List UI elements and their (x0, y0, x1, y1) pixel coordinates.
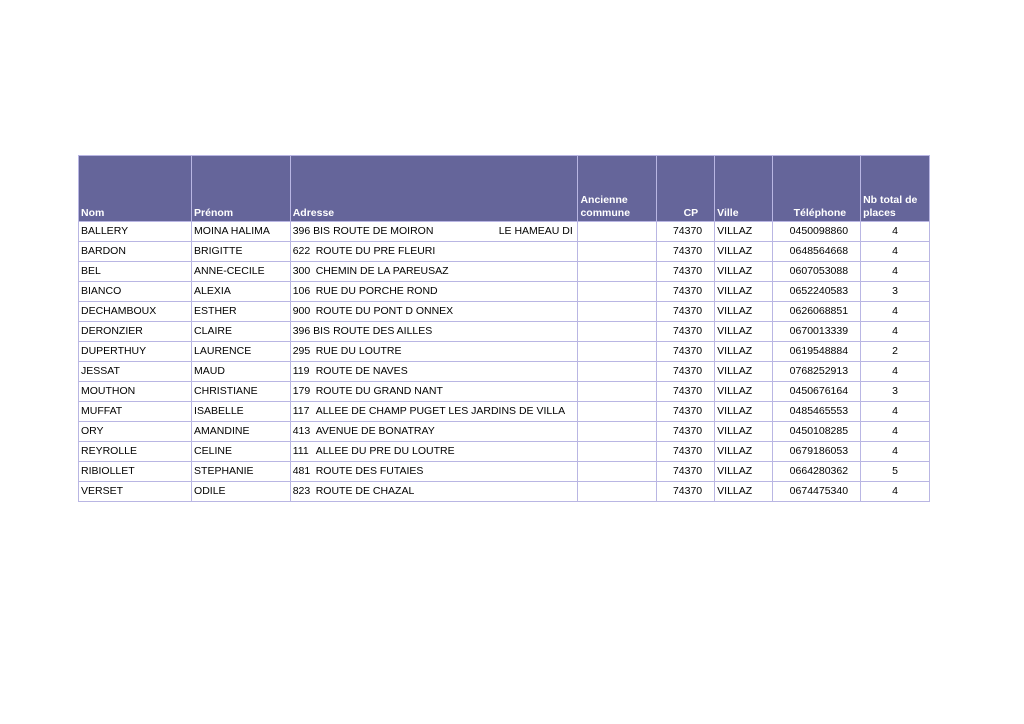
address-number: 111 (292, 445, 309, 457)
cell-adresse (290, 342, 578, 362)
address-street: AVENUE DE BONATRAY (315, 425, 435, 437)
cell-cp: 74370 (656, 262, 715, 282)
cell-ancienne-commune (578, 342, 656, 362)
cell-prenom: STEPHANIE (192, 462, 291, 482)
table-row (79, 482, 930, 502)
cell-nb-places: 4 (861, 302, 930, 322)
cell-adresse (290, 222, 578, 242)
cell-ancienne-commune (578, 282, 656, 302)
address-number: 179 (292, 385, 311, 397)
cell-nb-places: 4 (861, 442, 930, 462)
address-number: 481 (292, 465, 311, 477)
address-number: 900 (292, 305, 311, 317)
cell-nb-places: 4 (861, 222, 930, 242)
cell-telephone: 0648564668 (772, 242, 860, 262)
cell-cp: 74370 (656, 382, 715, 402)
address-street: CHEMIN DE LA PAREUSAZ (315, 265, 449, 277)
address-street: ROUTE DU GRAND NANT (315, 385, 443, 397)
cell-nom: DUPERTHUY (79, 342, 192, 362)
cell-adresse (290, 462, 578, 482)
cell-nom: REYROLLE (79, 442, 192, 462)
cell-nom: ORY (79, 422, 192, 442)
cell-adresse (290, 282, 578, 302)
table-row (79, 262, 930, 282)
cell-telephone: 0652240583 (772, 282, 860, 302)
cell-ville: VILLAZ (715, 262, 773, 282)
address-number: 396 BIS (292, 325, 331, 337)
cell-prenom: BRIGITTE (192, 242, 291, 262)
cell-nom: BARDON (79, 242, 192, 262)
cell-cp: 74370 (656, 342, 715, 362)
cell-cp: 74370 (656, 462, 715, 482)
cell-ancienne-commune (578, 222, 656, 242)
cell-adresse (290, 362, 578, 382)
table-row (79, 402, 930, 422)
cell-nom: BALLERY (79, 222, 192, 242)
cell-ancienne-commune (578, 422, 656, 442)
address-street: ROUTE DU PRE FLEURI (315, 245, 436, 257)
cell-telephone: 0619548884 (772, 342, 860, 362)
cell-ville: VILLAZ (715, 242, 773, 262)
address-number: 295 (292, 345, 311, 357)
header-row (79, 156, 930, 222)
cell-nb-places: 3 (861, 282, 930, 302)
cell-ville: VILLAZ (715, 222, 773, 242)
address-number: 622 (292, 245, 311, 257)
cell-cp: 74370 (656, 482, 715, 502)
cell-prenom: ISABELLE (192, 402, 291, 422)
cell-cp: 74370 (656, 222, 715, 242)
header-adresse: Adresse (290, 156, 578, 222)
address-number: 413 (292, 425, 311, 437)
cell-ville: VILLAZ (715, 462, 773, 482)
cell-ancienne-commune (578, 402, 656, 422)
table-row (79, 462, 930, 482)
cell-nb-places: 4 (861, 402, 930, 422)
address-number: 396 BIS (292, 225, 331, 237)
address-street: ROUTE DES AILLES (333, 325, 433, 337)
header-ancienne-commune: Ancienne commune (578, 156, 656, 222)
cell-nom: DERONZIER (79, 322, 192, 342)
cell-telephone: 0450108285 (772, 422, 860, 442)
cell-prenom: AMANDINE (192, 422, 291, 442)
cell-telephone: 0664280362 (772, 462, 860, 482)
address-street: ROUTE DU PONT D ONNEX (315, 305, 454, 317)
cell-ville: VILLAZ (715, 342, 773, 362)
cell-nb-places: 4 (861, 362, 930, 382)
cell-prenom: ANNE-CECILE (192, 262, 291, 282)
cell-nom: JESSAT (79, 362, 192, 382)
cell-telephone: 0450676164 (772, 382, 860, 402)
cell-ville: VILLAZ (715, 302, 773, 322)
cell-ancienne-commune (578, 382, 656, 402)
cell-prenom: MOINA HALIMA (192, 222, 291, 242)
cell-nb-places: 4 (861, 422, 930, 442)
cell-cp: 74370 (656, 242, 715, 262)
cell-nom: BIANCO (79, 282, 192, 302)
table-row (79, 422, 930, 442)
cell-nom: DECHAMBOUX (79, 302, 192, 322)
address-street: ROUTE DE CHAZAL (315, 485, 415, 497)
address-street: RUE DU PORCHE ROND (315, 285, 438, 297)
table-row (79, 322, 930, 342)
cell-ancienne-commune (578, 482, 656, 502)
address-number: 119 (292, 365, 310, 377)
cell-ancienne-commune (578, 362, 656, 382)
cell-adresse (290, 442, 578, 462)
cell-ville: VILLAZ (715, 482, 773, 502)
table-row (79, 442, 930, 462)
cell-nb-places: 2 (861, 342, 930, 362)
table-row (79, 382, 930, 402)
cell-prenom: CHRISTIANE (192, 382, 291, 402)
cell-adresse (290, 262, 578, 282)
cell-nb-places: 5 (861, 462, 930, 482)
cell-ville: VILLAZ (715, 282, 773, 302)
table-row (79, 222, 930, 242)
cell-ancienne-commune (578, 322, 656, 342)
address-street: ROUTE DES FUTAIES (315, 465, 424, 477)
cell-nom: BEL (79, 262, 192, 282)
cell-ancienne-commune (578, 242, 656, 262)
cell-telephone: 0670013339 (772, 322, 860, 342)
cell-adresse (290, 242, 578, 262)
header-prenom: Prénom (192, 156, 291, 222)
cell-telephone: 0450098860 (772, 222, 860, 242)
address-number: 106 (292, 285, 311, 297)
cell-ville: VILLAZ (715, 422, 773, 442)
cell-nom: VERSET (79, 482, 192, 502)
header-cp: CP (656, 156, 715, 222)
cell-telephone: 0626068851 (772, 302, 860, 322)
cell-adresse (290, 422, 578, 442)
cell-cp: 74370 (656, 362, 715, 382)
header-ville: Ville (715, 156, 773, 222)
cell-ville: VILLAZ (715, 402, 773, 422)
cell-ancienne-commune (578, 442, 656, 462)
cell-ville: VILLAZ (715, 362, 773, 382)
address-number: 117 (292, 405, 310, 417)
cell-ville: VILLAZ (715, 322, 773, 342)
cell-ancienne-commune (578, 462, 656, 482)
cell-nom: MOUTHON (79, 382, 192, 402)
address-number: 823 (292, 485, 311, 497)
table-row (79, 362, 930, 382)
address-complement: LE HAMEAU DI (498, 225, 573, 237)
cell-nb-places: 4 (861, 262, 930, 282)
cell-prenom: MAUD (192, 362, 291, 382)
address-street: ROUTE DE MOIRON (333, 225, 434, 237)
cell-prenom: CLAIRE (192, 322, 291, 342)
cell-ville: VILLAZ (715, 442, 773, 462)
cell-cp: 74370 (656, 302, 715, 322)
cell-nb-places: 4 (861, 322, 930, 342)
address-number: 300 (292, 265, 311, 277)
cell-prenom: ALEXIA (192, 282, 291, 302)
cell-nb-places: 4 (861, 482, 930, 502)
cell-adresse (290, 482, 578, 502)
cell-nom: MUFFAT (79, 402, 192, 422)
cell-ancienne-commune (578, 262, 656, 282)
address-street: ALLEE DE CHAMP PUGET LES JARDINS DE VILLA (315, 405, 566, 417)
cell-ancienne-commune (578, 302, 656, 322)
table-header (79, 156, 930, 222)
header-nb-places: Nb total de places (861, 156, 930, 222)
cell-adresse (290, 302, 578, 322)
table-row (79, 242, 930, 262)
table-row (79, 282, 930, 302)
cell-adresse (290, 322, 578, 342)
cell-cp: 74370 (656, 442, 715, 462)
cell-adresse (290, 382, 578, 402)
table-body (79, 222, 930, 502)
table-row (79, 302, 930, 322)
cell-prenom: ODILE (192, 482, 291, 502)
cell-cp: 74370 (656, 282, 715, 302)
cell-adresse (290, 402, 578, 422)
cell-telephone: 0607053088 (772, 262, 860, 282)
header-telephone: Téléphone (772, 156, 860, 222)
cell-nom: RIBIOLLET (79, 462, 192, 482)
cell-ville: VILLAZ (715, 382, 773, 402)
contacts-table (78, 155, 930, 502)
address-street: ROUTE DE NAVES (315, 365, 408, 377)
cell-telephone: 0768252913 (772, 362, 860, 382)
address-street: ALLEE DU PRE DU LOUTRE (315, 445, 455, 457)
cell-nb-places: 3 (861, 382, 930, 402)
cell-cp: 74370 (656, 322, 715, 342)
table-row (79, 342, 930, 362)
cell-prenom: LAURENCE (192, 342, 291, 362)
cell-prenom: ESTHER (192, 302, 291, 322)
cell-telephone: 0485465553 (772, 402, 860, 422)
header-nom: Nom (79, 156, 192, 222)
cell-prenom: CELINE (192, 442, 291, 462)
cell-cp: 74370 (656, 422, 715, 442)
cell-telephone: 0679186053 (772, 442, 860, 462)
cell-telephone: 0674475340 (772, 482, 860, 502)
cell-nb-places: 4 (861, 242, 930, 262)
address-street: RUE DU LOUTRE (315, 345, 402, 357)
cell-cp: 74370 (656, 402, 715, 422)
